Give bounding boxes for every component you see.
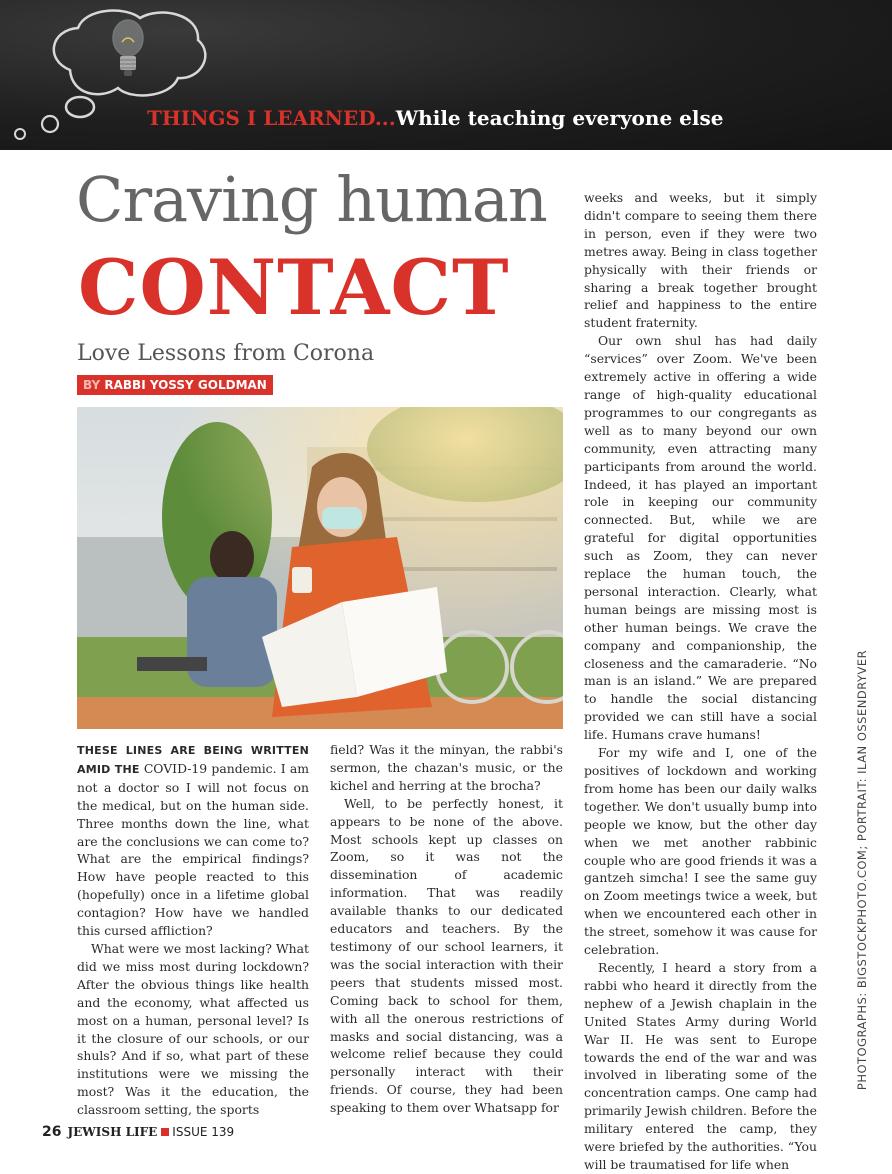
headline-line2: CONTACT (78, 243, 510, 332)
article-paragraph: Well, to be perfectly honest, it appears to be none of the above. Most schools kept up classes on Zoom, so it was not the dissemination of academic information. That was readily available thanks to our dedicated educators and teachers. By the testimony of our school learners, it was the social interaction with their peers that students missed most. Coming back to school for them, with all the onerous restrictions of masks and social distancing, was a welcome relief because they could personally interact with their friends. Of course, they had been speaking to them over Whatsapp for (330, 795, 563, 1116)
article-paragraph: For my wife and I, one of the positives of lockdown and working from home has been our daily walks together. We don't usually bump into people we know, but the other day when we met another rabbinic couple who are good friends it was a gantzeh simcha! I see the same guy on Zoom meetings twice a week, but when we encountered each other in the street, somehow it was cause for celebration. (584, 745, 817, 958)
section-title (147, 106, 723, 130)
lightbulb-icon (108, 14, 148, 86)
article-paragraph: field? Was it the minyan, the rabbi's sermon, the chazan's music, or the kichel and herring at the brocha? (330, 742, 563, 793)
article-paragraph: THESE LINES ARE BEING WRITTEN AMID THE COVID-19 pandemic. I am not a doctor so I will not focus on the medical, but on the human side. Three months down the line, what are the conclusions we can come to? What are the empirical findings? How have people reacted to this (hopefully) once in a lifetime global contagion? How have we handled this cursed affliction? (77, 744, 309, 939)
headline-line1: Craving human (76, 163, 547, 236)
photo-credit: PHOTOGRAPHS: BIGSTOCKPHOTO.COM; PORTRAIT: ILAN OSSENDRYVER (855, 649, 869, 1091)
section-kicker: THINGS I LEARNED... (147, 106, 396, 130)
header-banner (0, 0, 892, 150)
article-paragraph: What were we most lacking? What did we miss most during lockdown? After the obvious things like health and the economy, what affected us most on a human, personal level? Is it the closure of our schools, or our shuls? And if so, what part of these institutions were we missing the most? Was it the education, the classroom setting, the sports (77, 940, 309, 1118)
article-paragraph: Our own shul has had daily “services” over Zoom. We've been extremely active in offering a wide range of high-quality educational programmes to our congregants as well as to many beyond our own community, even attracting many participants from around the world. Indeed, it has played an important role in keeping our community connected. But, while we are grateful for digital opportunities such as Zoom, they can never replace the human touch, the personal interaction. Clearly, what human beings are missing most is other human beings. We crave the company and companionship, the closeness and the camaraderie. “No man is an island.” We are prepared to handle the social distancing provided we can still have a social life. Humans crave humans! (584, 333, 817, 743)
article-subtitle: Love Lessons from Corona (77, 341, 375, 366)
article-paragraph: Recently, I heard a story from a rabbi who heard it directly from the nephew of a Jewish chaplain in the United States Army during World War II. He was sent to Europe towards the end of the war and was involved in liberating some of the concentration camps. One camp had primarily Jewish children. Before the military entered the camp, they were briefed by the authorities. “You will be traumatised for life when (584, 959, 817, 1172)
section-subtitle: While teaching everyone else (395, 106, 724, 130)
byline-prefix: BY (83, 378, 101, 392)
separator-square (161, 1128, 169, 1136)
magazine-name: JEWISH LIFE (67, 1125, 158, 1139)
article-column-3 (584, 189, 817, 1174)
author-name: RABBI YOSSY GOLDMAN (104, 378, 267, 392)
page-footer (42, 1124, 234, 1140)
lead-in: THESE LINES ARE BEING WRITTEN AMID THE (77, 744, 309, 776)
article-paragraph: weeks and weeks, but it simply didn't compare to seeing them there in person, even if they were two metres away. Being in class together physically with their friends or sharing a break together brought relief and happiness to the entire student fraternity. (584, 190, 817, 331)
byline (77, 375, 273, 395)
article-column-2 (330, 741, 563, 1117)
article-photo (77, 407, 563, 729)
page-number: 26 (42, 1124, 62, 1140)
article-column-1 (77, 741, 309, 1119)
issue-label: ISSUE 139 (172, 1125, 235, 1139)
